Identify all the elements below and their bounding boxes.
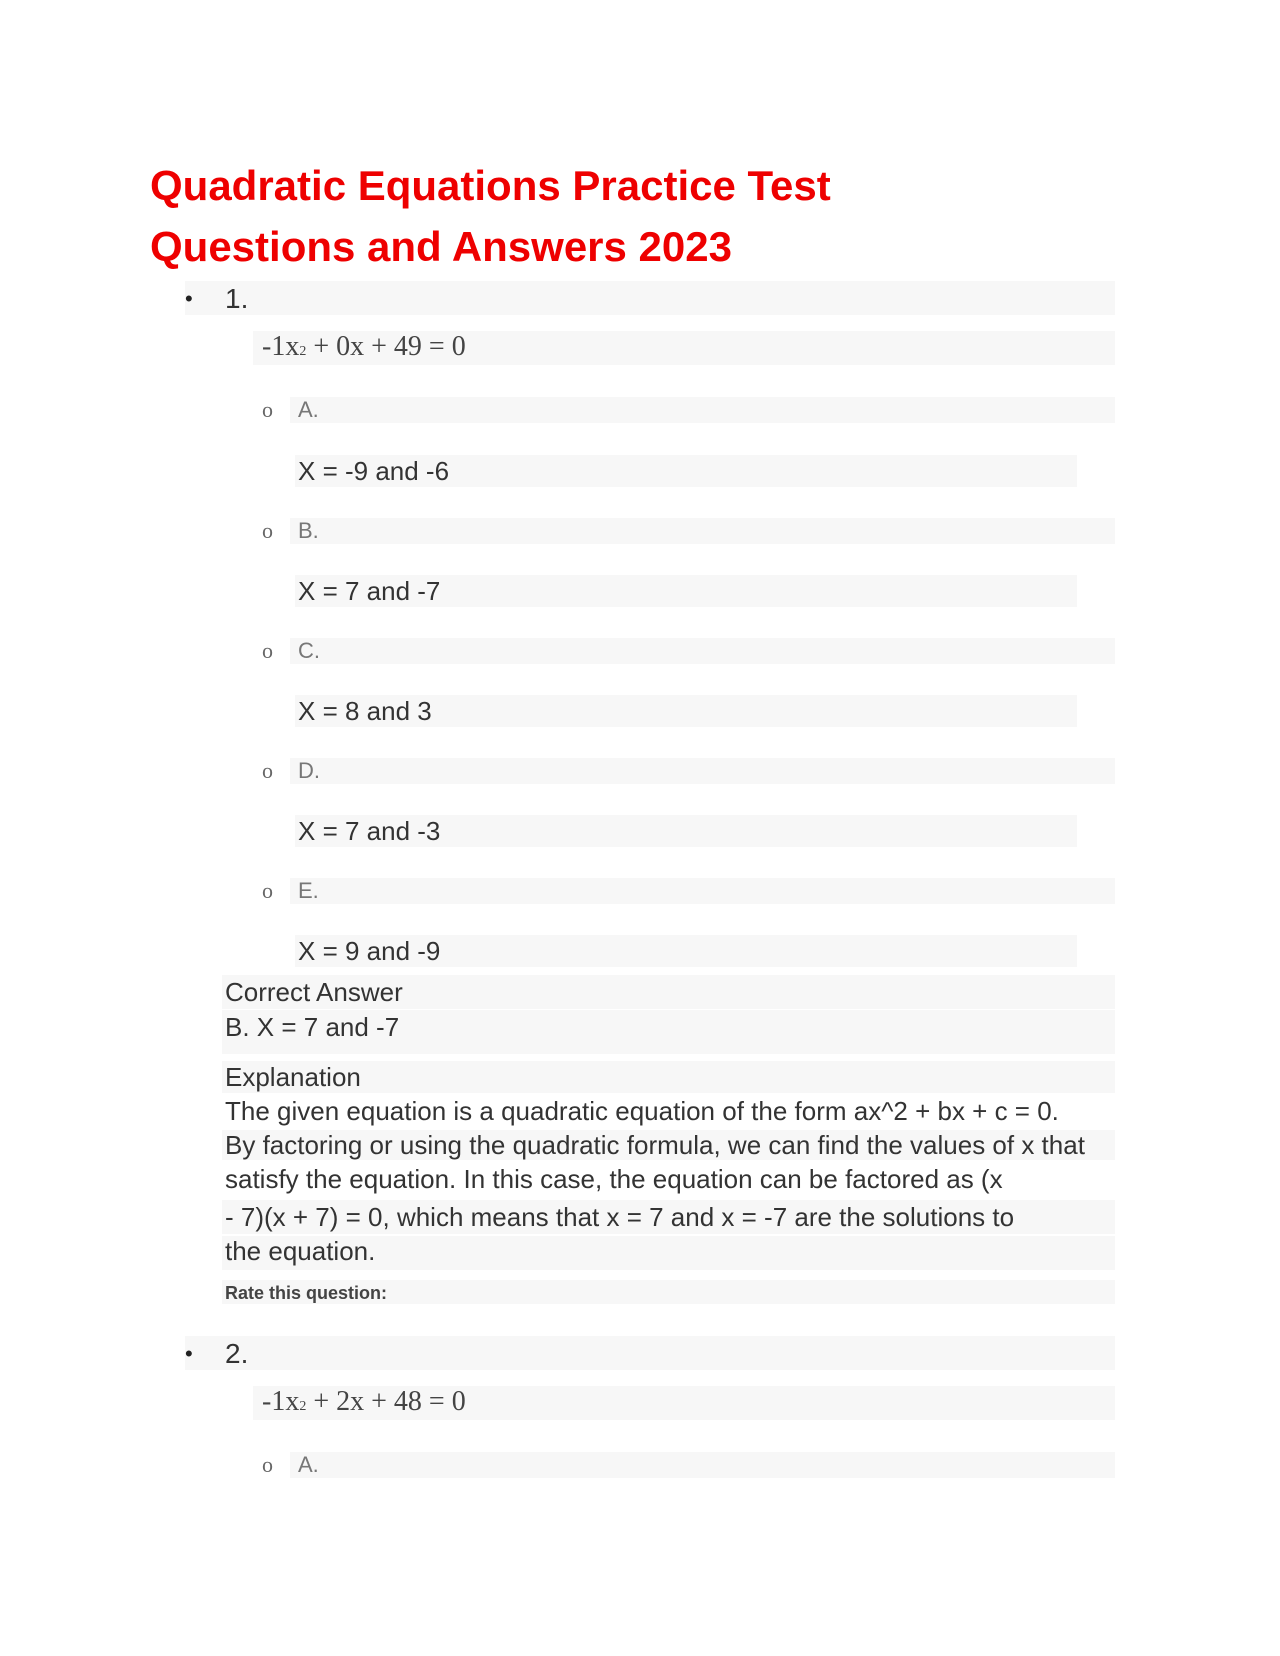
- option-bullet: o: [262, 638, 273, 663]
- option-text: X = 9 and -9: [298, 936, 441, 966]
- option-bullet: o: [262, 397, 273, 422]
- option-bullet: o: [262, 878, 273, 903]
- explanation-line: - 7)(x + 7) = 0, which means that x = 7 and x = -7 are the solutions to: [225, 1202, 1015, 1232]
- equation-rest: + 0x + 49 = 0: [306, 331, 466, 362]
- option-text: X = 7 and -3: [298, 816, 441, 846]
- equation-lead: -1x: [262, 1386, 300, 1417]
- title-line-2: Questions and Answers 2023: [150, 223, 732, 270]
- equation-exponent: 2: [299, 1399, 307, 1414]
- explanation-line: By factoring or using the quadratic formula, we can find the values of x that: [225, 1130, 1085, 1160]
- question-header-band: [185, 1336, 1115, 1370]
- explanation-label: Explanation: [225, 1062, 361, 1092]
- option-bullet: o: [262, 1452, 273, 1477]
- list-bullet: •: [185, 1341, 193, 1366]
- question-equation: [262, 330, 466, 369]
- question-equation: [262, 1385, 466, 1424]
- option-bullet: o: [262, 518, 273, 543]
- document-title: [150, 155, 1150, 277]
- explanation-line: the equation.: [225, 1236, 376, 1266]
- correct-answer-value: B. X = 7 and -7: [225, 1012, 400, 1042]
- option-text: X = -9 and -6: [298, 456, 450, 486]
- option-header-band: [290, 638, 1115, 664]
- option-header-band: [290, 878, 1115, 904]
- equation-rest: + 2x + 48 = 0: [306, 1386, 466, 1417]
- question-header-band: [185, 281, 1115, 315]
- option-text: X = 8 and 3: [298, 696, 432, 726]
- option-letter: C.: [298, 638, 320, 663]
- explanation-line: The given equation is a quadratic equation of the form ax^2 + bx + c = 0.: [225, 1096, 1059, 1126]
- equation-exponent: 2: [299, 344, 307, 359]
- question-number: 2.: [225, 1338, 249, 1369]
- explanation-line: satisfy the equation. In this case, the equation can be factored as (x: [225, 1164, 1003, 1194]
- option-header-band: [290, 1452, 1115, 1478]
- option-letter: B.: [298, 518, 319, 543]
- option-letter: A.: [298, 397, 319, 422]
- option-letter: A.: [298, 1452, 319, 1477]
- option-bullet: o: [262, 758, 273, 783]
- equation-lead: -1x: [262, 331, 300, 362]
- title-line-1: Quadratic Equations Practice Test: [150, 162, 831, 209]
- question-number: 1.: [225, 283, 249, 314]
- option-header-band: [290, 758, 1115, 784]
- option-letter: E.: [298, 878, 319, 903]
- correct-answer-label: Correct Answer: [225, 977, 403, 1007]
- option-letter: D.: [298, 758, 320, 783]
- list-bullet: •: [185, 286, 193, 311]
- option-text: X = 7 and -7: [298, 576, 441, 606]
- option-header-band: [290, 518, 1115, 544]
- rate-question-label: Rate this question:: [225, 1283, 388, 1303]
- option-header-band: [290, 397, 1115, 423]
